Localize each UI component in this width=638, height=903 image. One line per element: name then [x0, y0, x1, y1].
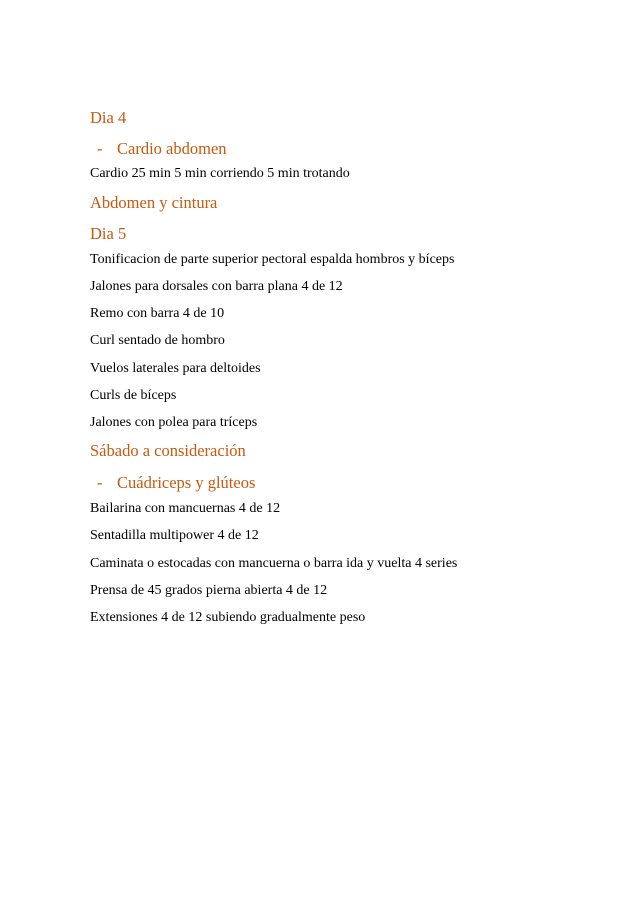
- body-line: Jalones con polea para tríceps: [90, 415, 258, 430]
- bullet-cuadriceps-gluteos: [97, 475, 255, 492]
- body-line: Cardio 25 min 5 min corriendo 5 min trotando: [90, 166, 350, 181]
- heading-dia-5: Dia 5: [90, 224, 127, 243]
- body-line: Caminata o estocadas con mancuerna o barra ida y vuelta 4 series: [90, 556, 458, 571]
- body-line: Vuelos laterales para deltoides: [90, 361, 261, 376]
- body-line: Jalones para dorsales con barra plana 4 de 12: [90, 279, 343, 294]
- bullet-text: Cuádriceps y glúteos: [117, 473, 256, 492]
- body-line: Extensiones 4 de 12 subiendo gradualmente peso: [90, 610, 366, 625]
- body-line: Bailarina con mancuernas 4 de 12: [90, 501, 281, 516]
- heading-abdomen-cintura: Abdomen y cintura: [90, 193, 218, 212]
- bullet-text: Cardio abdomen: [117, 139, 227, 158]
- heading-dia-4: Dia 4: [90, 108, 127, 127]
- bullet-marker: -: [97, 473, 103, 492]
- bullet-marker: -: [97, 139, 103, 158]
- body-line: Tonificacion de parte superior pectoral espalda hombros y bíceps: [90, 252, 455, 267]
- body-line: Curl sentado de hombro: [90, 333, 225, 348]
- body-line: Sentadilla multipower 4 de 12: [90, 528, 259, 543]
- heading-sabado: Sábado a consideración: [90, 441, 246, 460]
- bullet-cardio-abdomen: [97, 141, 227, 158]
- body-line: Curls de bíceps: [90, 388, 177, 403]
- body-line: Remo con barra 4 de 10: [90, 306, 225, 321]
- body-line: Prensa de 45 grados pierna abierta 4 de 12: [90, 583, 328, 598]
